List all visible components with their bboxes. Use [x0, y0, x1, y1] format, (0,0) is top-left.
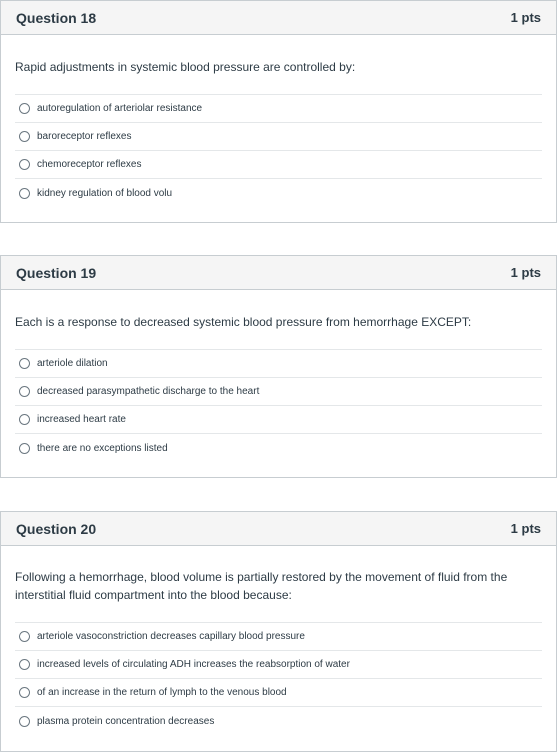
question-title: Question 18: [16, 9, 97, 26]
answer-option[interactable]: [15, 179, 542, 207]
radio-button[interactable]: [19, 103, 30, 114]
radio-button[interactable]: [19, 687, 30, 698]
radio-button[interactable]: [19, 358, 30, 369]
question-body: [1, 290, 556, 462]
question-text: Rapid adjustments in systemic blood pressure are controlled by:: [15, 60, 356, 74]
answer-label[interactable]: increased heart rate: [37, 414, 126, 425]
question-title: Question 20: [16, 520, 97, 537]
question-points: 1 pts: [510, 265, 541, 280]
question-card-20: [0, 511, 557, 752]
answer-list: [15, 349, 542, 462]
radio-button[interactable]: [19, 659, 30, 670]
radio-button[interactable]: [19, 414, 30, 425]
question-title: Question 19: [16, 264, 97, 281]
question-card-19: [0, 255, 557, 478]
answer-label[interactable]: there are no exceptions listed: [37, 442, 168, 454]
answer-option[interactable]: [15, 350, 542, 378]
radio-button[interactable]: [19, 159, 30, 170]
question-points: 1 pts: [510, 10, 541, 25]
answer-label[interactable]: chemoreceptor reflexes: [37, 159, 142, 170]
answer-option[interactable]: [15, 434, 542, 462]
radio-button[interactable]: [19, 188, 30, 199]
question-points: 1 pts: [510, 521, 541, 536]
answer-label[interactable]: arteriole dilation: [37, 358, 108, 369]
answer-label[interactable]: autoregulation of arteriolar resistance: [37, 103, 203, 114]
question-text: Following a hemorrhage, blood volume is partially restored by the movement of fluid from the interstitial fluid compartment into the blood because:: [15, 570, 508, 602]
answer-label[interactable]: arteriole vasoconstriction decreases capillary blood pressure: [37, 631, 305, 642]
answer-option[interactable]: [15, 406, 542, 434]
question-body: [1, 546, 556, 735]
radio-button[interactable]: [19, 386, 30, 397]
answer-option[interactable]: [15, 707, 542, 735]
radio-button[interactable]: [19, 131, 30, 142]
answer-label[interactable]: kidney regulation of blood volu: [37, 187, 173, 199]
answer-option[interactable]: [15, 378, 542, 406]
answer-label[interactable]: decreased parasympathetic discharge to the heart: [37, 386, 260, 397]
answer-option[interactable]: [15, 651, 542, 679]
answer-label[interactable]: baroreceptor reflexes: [37, 131, 132, 142]
answer-label[interactable]: plasma protein concentration decreases: [37, 715, 215, 727]
answer-list: [15, 622, 542, 735]
question-card-18: [0, 0, 557, 223]
answer-option[interactable]: [15, 623, 542, 651]
answer-label[interactable]: increased levels of circulating ADH increases the reabsorption of water: [37, 659, 350, 670]
answer-option[interactable]: [15, 95, 542, 123]
answer-option[interactable]: [15, 123, 542, 151]
radio-button[interactable]: [19, 443, 30, 454]
question-header: [1, 1, 556, 35]
answer-label[interactable]: of an increase in the return of lymph to the venous blood: [37, 687, 287, 698]
answer-list: [15, 94, 542, 207]
answer-option[interactable]: [15, 151, 542, 179]
question-header: [1, 512, 556, 546]
question-header: [1, 256, 556, 290]
answer-option[interactable]: [15, 679, 542, 707]
radio-button[interactable]: [19, 716, 30, 727]
radio-button[interactable]: [19, 631, 30, 642]
question-text: Each is a response to decreased systemic blood pressure from hemorrhage EXCEPT:: [15, 315, 472, 329]
question-body: [1, 35, 556, 207]
